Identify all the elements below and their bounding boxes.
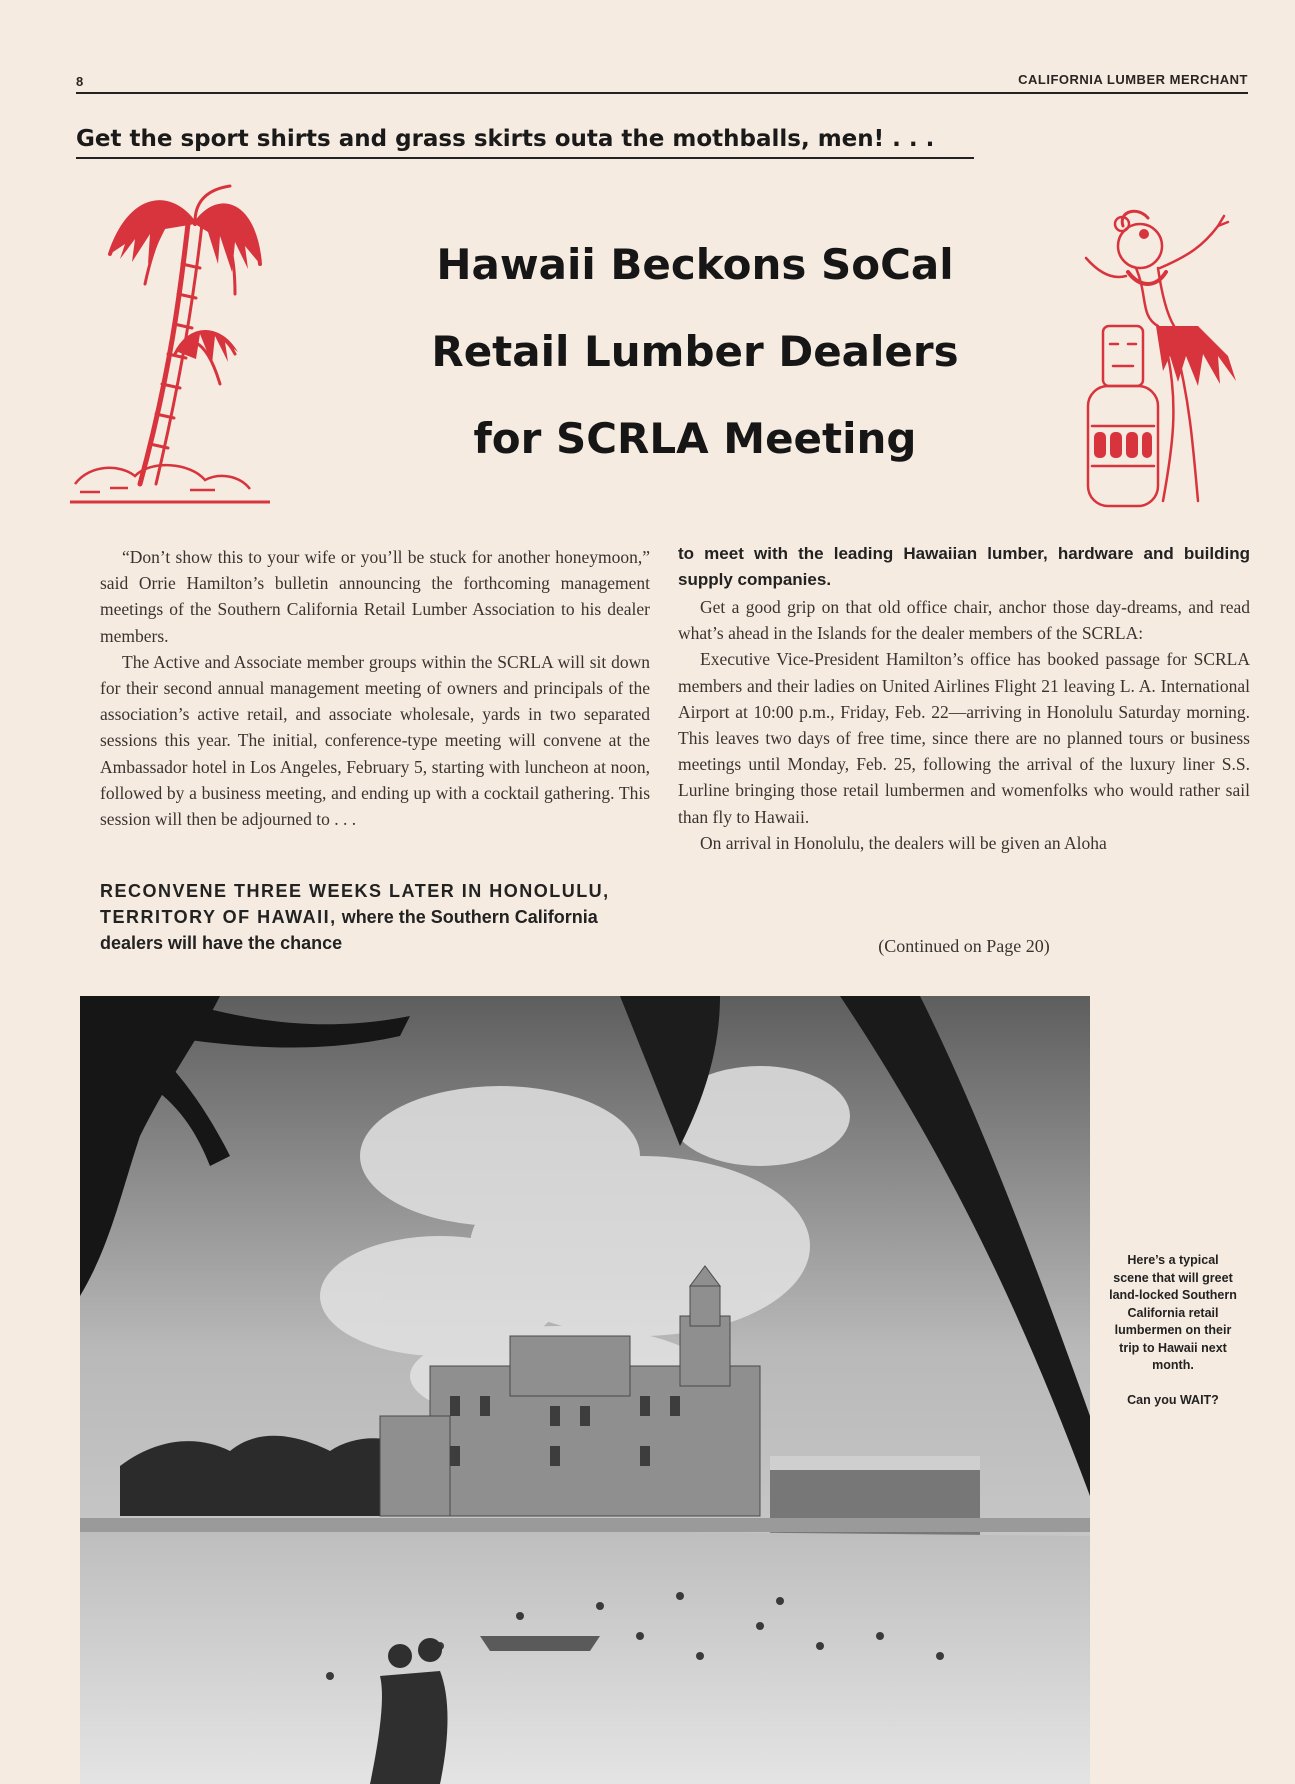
palm-tree-illustration	[70, 184, 270, 514]
article-paragraph: “Don’t show this to your wife or you’ll be stuck for another honeymoon,” said Orrie Hamilton’s bulletin announcing the forthcoming management meetings of the Southern California Retail Lumber Association to his dealer members.	[100, 547, 650, 646]
article-paragraph: Get a good grip on that old office chair, anchor those day-dreams, and read what’s ahead in the Islands for the dealer members of the SCRLA:	[678, 597, 1250, 644]
page-number: 8	[76, 74, 84, 89]
article-paragraph: Executive Vice-President Hamilton’s office has booked passage for SCRLA members and their ladies on United Airlines Flight 21 leaving L. A. International Airport at 10:00 p.m., Friday, Feb. 22—arriving in Honolulu Saturday morning. This leaves two days of free time, since there are no planned tours or business meetings until Monday, Feb. 25, following the arrival of the luxury liner S.S. Lurline bringing those retail lumbermen and womenfolks who would rather sail than fly to Hawaii.	[678, 649, 1250, 827]
headline-line-3: for SCRLA Meeting	[473, 414, 917, 463]
headline-line-2: Retail Lumber Dealers	[431, 327, 959, 376]
article-column-1	[100, 544, 650, 832]
article-column-2	[678, 541, 1250, 856]
article-paragraph: The Active and Associate member groups within the SCRLA will sit down for their second annual management meeting of owners and principals of the association’s active retail, and associate wholesale, yards in two separated sessions this year. The initial, conference-type meeting will convene at the Ambassador hotel in Los Angeles, February 5, starting with luncheon at noon, followed by a business meeting, and ending up with a cocktail gathering. This session will then be adjourned to . . .	[100, 651, 650, 830]
kicker-line: Get the sport shirts and grass skirts outa the mothballs, men! . . .	[76, 126, 935, 152]
caption-text: Here’s a typical scene that will greet land-locked Southern California retail lumbermen on their trip to Hawaii next month.	[1109, 1253, 1237, 1372]
headline-line-1: Hawaii Beckons SoCal	[436, 240, 954, 289]
continued-notice: (Continued on Page 20)	[878, 936, 1050, 956]
article-paragraph: On arrival in Honolulu, the dealers will be given an Aloha	[700, 832, 1107, 853]
reconvene-rest: where the Southern California dealers will have the chance	[100, 907, 598, 953]
reconvene-caps: RECONVENE THREE WEEKS LATER IN HONOLULU, TERRITORY OF HAWAII,	[100, 881, 610, 927]
waikiki-beach-photo	[80, 996, 1090, 1784]
photo-caption	[1108, 1252, 1238, 1426]
publication-name: CALIFORNIA LUMBER MERCHANT	[1018, 72, 1248, 87]
column-2-lead: to meet with the leading Hawaiian lumber, hardware and building supply companies.	[678, 544, 1250, 589]
kicker-underline	[76, 157, 974, 159]
headline	[395, 235, 995, 496]
hula-dancer-illustration	[1078, 206, 1248, 512]
header-rule	[76, 92, 1248, 94]
caption-tagline: Can you WAIT?	[1127, 1392, 1219, 1407]
reconvene-subhead	[100, 878, 628, 956]
